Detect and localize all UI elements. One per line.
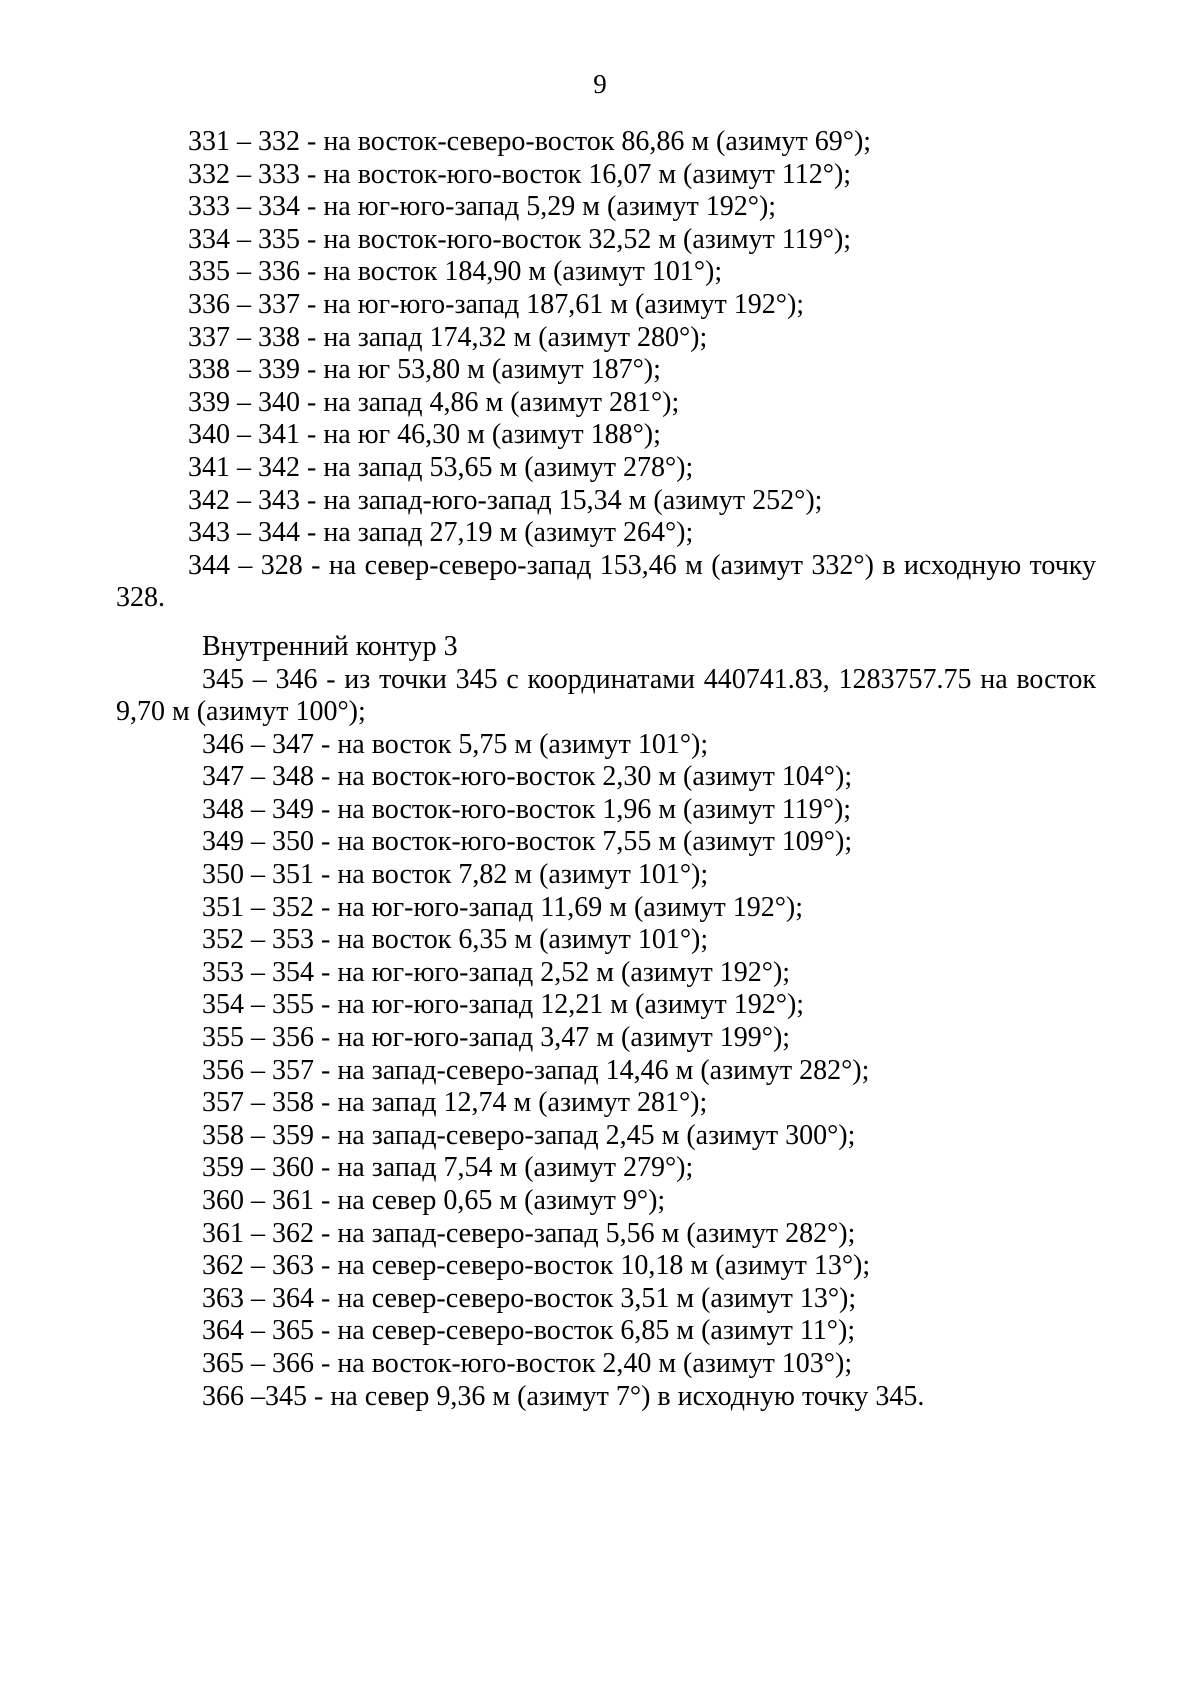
outer-closing-segment: 344 – 328 - на север-северо-запад 153,46 м (азимут 332°) в исходную точку 328.: [116, 549, 1096, 614]
segment-line: 340 – 341 - на юг 46,30 м (азимут 188°);: [188, 419, 661, 451]
segment-line: 351 – 352 - на юг-юго-запад 11,69 м (азимут 192°);: [202, 891, 804, 923]
segment-line: 347 – 348 - на восток-юго-восток 2,30 м (азимут 104°);: [202, 761, 853, 793]
segment-line: 355 – 356 - на юг-юго-запад 3,47 м (азимут 199°);: [202, 1022, 791, 1054]
segment-line: 364 – 365 - на север-северо-восток 6,85 м (азимут 11°);: [202, 1315, 856, 1347]
segment-line: 358 – 359 - на запад-северо-запад 2,45 м (азимут 300°);: [202, 1119, 856, 1151]
segment-line: 346 – 347 - на восток 5,75 м (азимут 101°);: [202, 728, 709, 760]
segment-line: 352 – 353 - на восток 6,35 м (азимут 101°);: [202, 924, 709, 956]
segment-line: 357 – 358 - на запад 12,74 м (азимут 281°);: [202, 1087, 708, 1119]
segment-line: 349 – 350 - на восток-юго-восток 7,55 м (азимут 109°);: [202, 826, 853, 858]
segment-line: 333 – 334 - на юг-юго-запад 5,29 м (азимут 192°);: [188, 191, 777, 223]
segment-line: 366 –345 - на север 9,36 м (азимут 7°) в исходную точку 345.: [202, 1380, 925, 1412]
segment-line: 332 – 333 - на восток-юго-восток 16,07 м (азимут 112°);: [188, 158, 852, 190]
segment-line: 362 – 363 - на север-северо-восток 10,18 м (азимут 13°);: [202, 1250, 871, 1282]
segment-line: 348 – 349 - на восток-юго-восток 1,96 м (азимут 119°);: [202, 793, 852, 825]
segment-line: 343 – 344 - на запад 27,19 м (азимут 264°);: [188, 517, 694, 549]
segment-line: 356 – 357 - на запад-северо-запад 14,46 м (азимут 282°);: [202, 1054, 870, 1086]
segment-line: 338 – 339 - на юг 53,80 м (азимут 187°);: [188, 354, 661, 386]
segment-line: 363 – 364 - на север-северо-восток 3,51 м (азимут 13°);: [202, 1282, 857, 1314]
segment-line: 342 – 343 - на запад-юго-запад 15,34 м (азимут 252°);: [188, 484, 823, 516]
segment-line: 337 – 338 - на запад 174,32 м (азимут 280°);: [188, 321, 708, 353]
paragraph-gap: [116, 615, 1096, 631]
segment-line: 336 – 337 - на юг-юго-запад 187,61 м (азимут 192°);: [188, 288, 805, 320]
segment-line: 359 – 360 - на запад 7,54 м (азимут 279°);: [202, 1152, 694, 1184]
inner-contour-section: [116, 631, 1096, 1413]
segment-line: 335 – 336 - на восток 184,90 м (азимут 101°);: [188, 256, 723, 288]
segment-line: 353 – 354 - на юг-юго-запад 2,52 м (азимут 192°);: [202, 956, 791, 988]
outer-contour-segments: [116, 126, 1096, 615]
segment-line: 334 – 335 - на восток-юго-восток 32,52 м (азимут 119°);: [188, 223, 852, 255]
segment-line: 350 – 351 - на восток 7,82 м (азимут 101°);: [202, 859, 709, 891]
page-number: 9: [593, 69, 607, 99]
segment-line: 361 – 362 - на запад-северо-запад 5,56 м (азимут 282°);: [202, 1217, 856, 1249]
segment-line: 341 – 342 - на запад 53,65 м (азимут 278°);: [188, 451, 694, 483]
section-heading: Внутренний контур 3: [202, 630, 458, 662]
segment-line: 339 – 340 - на запад 4,86 м (азимут 281°);: [188, 386, 680, 418]
segment-line: 365 – 366 - на восток-юго-восток 2,40 м (азимут 103°);: [202, 1347, 853, 1379]
segment-line: 360 – 361 - на север 0,65 м (азимут 9°);: [202, 1185, 666, 1216]
document-body: [116, 126, 1096, 1413]
segment-line: 354 – 355 - на юг-юго-запад 12,21 м (азимут 192°);: [202, 989, 805, 1021]
segment-line: 331 – 332 - на восток-северо-восток 86,86 м (азимут 69°);: [188, 126, 872, 157]
inner-start-segment: 345 – 346 - из точки 345 с координатами 440741.83, 1283757.75 на восток 9,70 м (азимут 100°);: [116, 663, 1096, 728]
